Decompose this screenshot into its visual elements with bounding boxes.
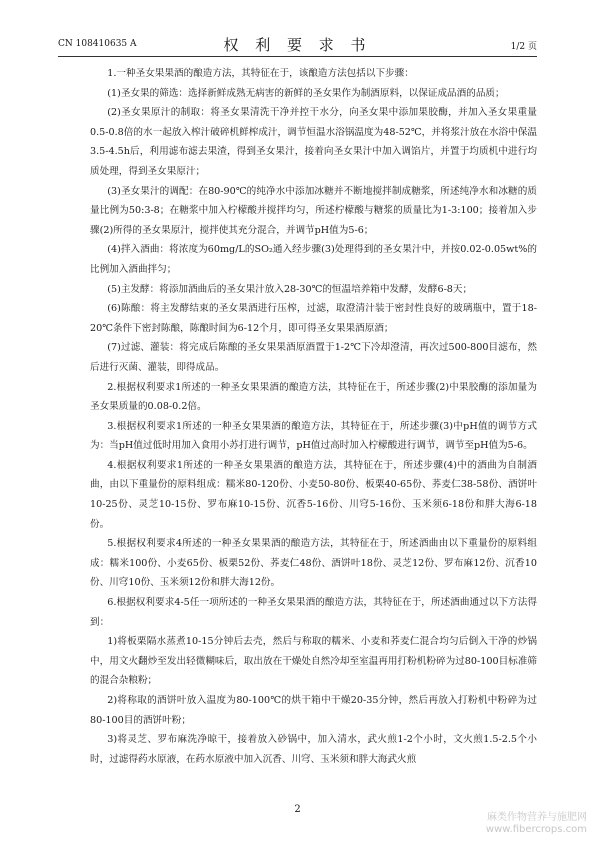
claim-paragraph: (4)拌入酒曲：将浓度为60mg/L的SO₂通入经步骤(3)处理得到的圣女果汁中，并按0.02-0.05wt%的比例加入酒曲拌匀； <box>90 244 537 275</box>
claim-paragraph: 5.根据权利要求4所述的一种圣女果果酒的酿造方法，其特征在于，所述酒曲由以下重量份的原料组成：糯米100份、小麦65份、板栗52份、荞麦仁48份、酒饼叶18份、灵芝12份、罗布麻12份、沉香10份、川穹10份、玉米须12份和胖大海12份。 <box>90 538 537 589</box>
claim-paragraph: 4.根据权利要求1所述的一种圣女果果酒的酿造方法，其特征在于，所述步骤(4)中的酒曲为自制酒曲，由以下重量份的原料组成：糯米80-120份、小麦50-80份、板栗40-65份、荞麦仁38-58份、酒饼叶10-25份、灵芝10-15份、罗布麻10-15份、沉香5-16份、川穹5-16份、玉米须6-18份和胖大海6-18份。 <box>90 459 537 530</box>
claim-paragraph: 2)将称取的酒饼叶放入温度为80-100℃的烘干箱中干燥20-35分钟，然后再放入打粉机中粉碎为过80-100目的酒饼叶粉； <box>90 695 537 726</box>
claim-paragraph: (5)主发酵：将添加酒曲后的圣女果汁放入28-30℃的恒温培养箱中发酵，发酵6-8天； <box>107 283 473 295</box>
page-counter: 1/2 页 <box>510 42 537 52</box>
claims-body <box>90 64 537 769</box>
claim-paragraph: 3)将灵芝、罗布麻洗净晾干，接着放入砂锅中，加入清水，武火煎1-2个小时，文火煎1.5-2.5个小时，过滤得药水原液，在药水原液中加入沉香、川穹、玉米须和胖大海武火煎 <box>90 734 537 765</box>
publication-number: CN 108410635 A <box>58 39 137 49</box>
site-watermark <box>486 812 587 836</box>
claim-paragraph: 6.根据权利要求4-5任一项所述的一种圣女果果酒的酿造方法，其特征在于，所述酒曲通过以下方法得到： <box>90 597 537 628</box>
claim-paragraph: (3)圣女果汁的调配：在80-90℃的纯净水中添加冰糖并不断地搅拌制成糖浆，所述纯净水和冰糖的质量比例为50:3-8；在糖浆中加入柠檬酸并搅拌均匀，所述柠檬酸与糖浆的质量比为1-3:100；接着加入步骤(2)所得的圣女果原汁，搅拌使其充分混合，并调节pH值为5-6； <box>90 185 537 236</box>
claim-paragraph: (1)圣女果的筛选：选择新鲜成熟无病害的新鲜的圣女果作为制酒原料，以保证成品酒的品质； <box>107 87 505 99</box>
claim-paragraph: 1)将板栗隔水蒸煮10-15分钟后去壳，然后与称取的糯米、小麦和荞麦仁混合均匀后倒入干净的炒锅中，用文火翻炒至发出轻微糊味后，取出放在干燥处自然冷却至室温再用打粉机粉碎为过80-100目标准筛的混合杂粮粉； <box>90 636 537 687</box>
header-rule <box>58 56 537 57</box>
page-number: 2 <box>294 804 301 815</box>
document-title: 权 利 要 求 书 <box>223 36 372 54</box>
page-header <box>58 32 537 54</box>
claim-paragraph: 3.根据权利要求1所述的一种圣女果果酒的酿造方法，其特征在于，所述步骤(3)中pH值的调节方式为：当pH值过低时用加入食用小苏打进行调节，pH值过高时加入柠檬酸进行调节，调节至pH值为5-6。 <box>90 420 537 452</box>
watermark-title: 麻类作物营养与施肥网 <box>487 812 587 823</box>
claim-paragraph: 2.根据权利要求1所述的一种圣女果果酒的酿造方法，其特征在于，所述步骤(2)中果胶酶的添加量为圣女果质量的0.08-0.2倍。 <box>90 381 537 413</box>
claim-paragraph: (6)陈酿：将主发酵结束的圣女果酒进行压榨，过滤，取澄清汁装于密封性良好的玻璃瓶中，置于18-20℃条件下密封陈酿，陈酿时间为6-12个月，即可得圣女果果酒原酒； <box>90 303 537 334</box>
claim-paragraph: 1.一种圣女果果酒的酿造方法，其特征在于，该酿造方法包括以下步骤： <box>107 68 414 79</box>
claim-paragraph: (7)过滤、灌装：将完成后陈酿的圣女果果酒原酒置于1-2℃下冷却澄清，再次过500-800目滤布，然后进行灭菌、灌装，即得成品。 <box>90 342 537 373</box>
claim-paragraph: (2)圣女果原汁的制取：将圣女果清洗干净并控干水分，向圣女果中添加果胶酶，并加入圣女果重量0.5-0.8倍的水一起放入榨汁破碎机鲜榨成汁，调节恒温水浴锅温度为48-52℃，并将浆汁放在水浴中保温3.5-4.5h后，利用滤布滤去果渣，得到圣女果汁，接着向圣女果汁中加入调馅片，并置于均质机中进行均质处理，得到圣女果原汁； <box>90 107 537 177</box>
watermark-url: www.fibercrops.com <box>485 824 587 835</box>
